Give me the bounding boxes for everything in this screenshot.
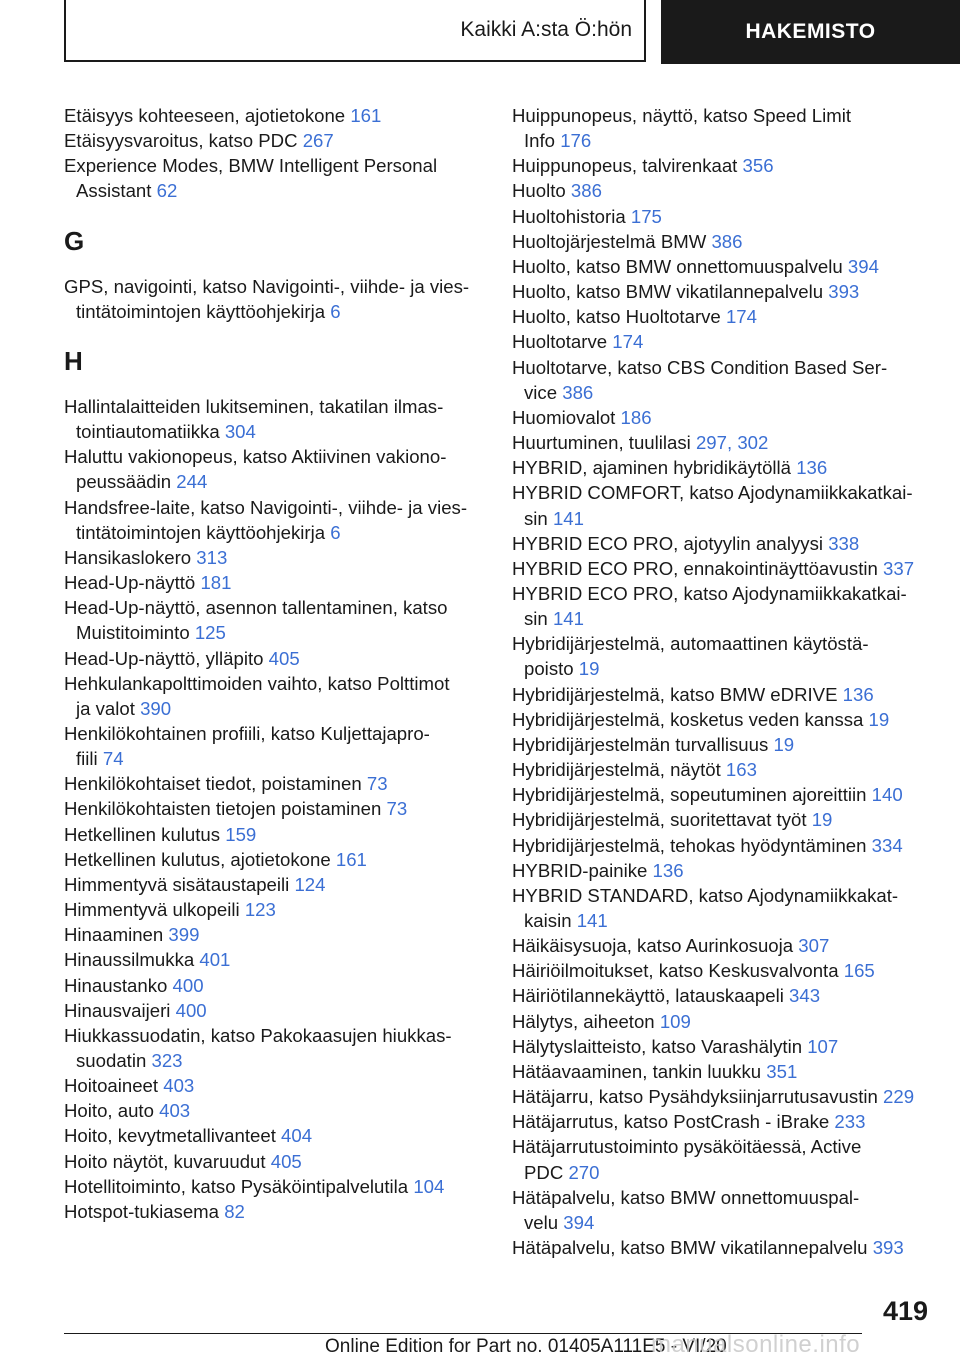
section-letter: H	[64, 345, 83, 376]
index-entry-term: Hätäjarrutustoiminto pysäköitäessä, Active	[512, 1136, 862, 1158]
page-reference-link[interactable]: 159	[225, 823, 257, 845]
index-entry	[64, 897, 484, 922]
index-entry-term: Head-Up-näyttö	[64, 572, 196, 594]
index-entry-term: Hätäjarrutus, katso PostCrash - iBrake	[512, 1111, 830, 1133]
index-entry-term: Huolto, katso BMW vikatilannepalvelu	[512, 281, 824, 303]
index-entry-term: Huoltohistoria	[512, 205, 626, 227]
page-reference-link[interactable]: 136	[842, 683, 874, 705]
index-entry-term: Hybridijärjestelmä, suoritettavat työt	[512, 809, 807, 831]
page-reference-link[interactable]: 141	[552, 608, 584, 630]
index-entry	[512, 1009, 932, 1034]
page-reference-link[interactable]: 163	[725, 759, 757, 781]
index-entry	[512, 707, 932, 732]
index-entry	[64, 872, 484, 897]
index-entry-term: vice	[524, 381, 558, 403]
page-reference-link[interactable]: 141	[576, 910, 608, 931]
index-entry	[64, 947, 484, 972]
index-entry	[512, 983, 932, 1008]
index-entry-term: Hätäjarru, katso Pysähdyksiinjarrutusavustin	[512, 1086, 878, 1108]
index-entry	[64, 545, 484, 570]
index-entry	[512, 1109, 932, 1134]
index-entry-term: PDC	[524, 1161, 564, 1183]
index-entry	[64, 671, 484, 721]
page-reference-link[interactable]: 161	[335, 848, 367, 870]
index-entry-term: Head-Up-näyttö, asennon tallentaminen, katso	[64, 597, 448, 619]
edition-text: Online Edition for Part no. 01405A111E5 - VI/20	[325, 1336, 727, 1357]
index-entry	[512, 531, 932, 556]
page-reference-link[interactable]: 400	[175, 999, 207, 1021]
page-reference-link[interactable]: 337	[883, 557, 915, 579]
page-reference-link[interactable]: 405	[270, 1150, 302, 1172]
index-entry	[512, 833, 932, 858]
index-entry-term: Hoitoaineet	[64, 1075, 159, 1097]
index-entry	[512, 455, 932, 480]
index-entry	[512, 858, 932, 883]
index-entry-term: Henkilökohtaisten tietojen poistaminen	[64, 798, 382, 820]
index-entry-term: Häikäisysuoja, katso Aurinkosuoja	[512, 935, 794, 957]
index-entry-term: Hallintalaitteiden lukitseminen, takatilan ilmas-	[64, 395, 444, 417]
page-reference-link[interactable]: 386	[562, 381, 594, 403]
page-reference-link[interactable]: 244	[176, 471, 208, 493]
index-entry-term: Hätäpalvelu, katso BMW vikatilannepalvelu	[512, 1237, 868, 1259]
index-entry-term: Haluttu vakionopeus, katso Aktiivinen vakiono-	[64, 446, 447, 468]
page-reference-link[interactable]: 73	[366, 773, 388, 795]
page-reference-link[interactable]: 297, 302	[695, 432, 769, 454]
tab-all-a-to-z[interactable]: Kaikki A:sta Ö:hön	[64, 0, 646, 62]
page-reference-link[interactable]: 404	[281, 1125, 313, 1147]
index-entry	[512, 204, 932, 229]
page-reference-link[interactable]: 19	[578, 658, 600, 680]
index-entry	[64, 1174, 484, 1199]
page-reference-link[interactable]: 74	[102, 748, 124, 770]
index-entry-term: Hoito näytöt, kuvaruudut	[64, 1150, 266, 1172]
page-reference-link[interactable]: 401	[199, 949, 231, 971]
page-reference-link[interactable]: 186	[620, 406, 652, 428]
page-reference-link[interactable]: 233	[834, 1111, 866, 1133]
index-entry	[64, 394, 484, 444]
index-entry-term: tointiautomatiikka	[76, 421, 220, 443]
watermark: manualsonline.info	[651, 1331, 861, 1358]
page-reference-link[interactable]: 229	[883, 1086, 915, 1108]
page-reference-link[interactable]: 386	[570, 180, 602, 202]
index-entry	[64, 1073, 484, 1098]
page-reference-link[interactable]: 62	[156, 180, 178, 202]
index-entry-term: Hybridijärjestelmän turvallisuus	[512, 733, 769, 755]
index-entry	[512, 1185, 932, 1235]
index-entry	[512, 631, 932, 681]
page-reference-link[interactable]: 176	[560, 130, 592, 152]
index-entry	[512, 1134, 932, 1184]
page-reference-link[interactable]: 405	[268, 647, 300, 669]
index-entry-term: Huolto, katso BMW onnettomuuspalvelu	[512, 255, 843, 277]
index-entry	[64, 128, 484, 153]
index-entry	[512, 329, 932, 354]
index-entry	[64, 1149, 484, 1174]
index-entry-term: Hybridijärjestelmä, katso BMW eDRIVE	[512, 683, 838, 705]
index-entry-term: Hybridijärjestelmä, sopeutuminen ajoreittiin	[512, 784, 867, 806]
page-reference-link[interactable]: 82	[224, 1200, 245, 1222]
index-entry	[512, 883, 932, 933]
page-reference-link[interactable]: 403	[159, 1100, 191, 1122]
page-reference-link[interactable]: 399	[168, 924, 200, 946]
index-entry-term: Himmentyvä sisätaustapeili	[64, 873, 290, 895]
index-entry	[512, 153, 932, 178]
page-reference-link[interactable]: 304	[224, 421, 256, 443]
page-number: 419	[882, 1296, 928, 1326]
page-reference-link[interactable]: 323	[151, 1050, 183, 1071]
index-entry-term: GPS, navigointi, katso Navigointi-, viihde- ja vies-	[64, 275, 470, 297]
index-entry	[64, 796, 484, 821]
index-entry	[512, 254, 932, 279]
index-entry-term: Hetkellinen kulutus	[64, 823, 221, 845]
index-entry	[512, 581, 932, 631]
page-reference-link[interactable]: 356	[742, 155, 774, 177]
top-tab-bar	[64, 0, 960, 66]
index-entry-term: ja valot	[76, 697, 135, 719]
index-entry-term: Assistant	[76, 180, 152, 202]
index-entry-term: Hotellitoiminto, katso Pysäköintipalvelutila	[64, 1175, 409, 1197]
index-entry-term: Hälytyslaitteisto, katso Varashälytin	[512, 1035, 803, 1057]
index-entry-term: Huomiovalot	[512, 406, 616, 428]
index-entry-term: Hansikaslokero	[64, 546, 192, 568]
index-entry	[64, 1123, 484, 1148]
index-entry-term: Hätäavaaminen, tankin luukku	[512, 1060, 762, 1082]
page-reference-link[interactable]: 175	[630, 205, 662, 227]
index-entry-term: Huolto, katso Huoltotarve	[512, 306, 721, 328]
index-entry	[64, 771, 484, 796]
index-entry-term: Häiriöilmoitukset, katso Keskusvalvonta	[512, 960, 839, 982]
index-entry-term: Huolto	[512, 180, 566, 202]
page-reference-link[interactable]: 141	[552, 507, 584, 529]
index-entry-term: HYBRID ECO PRO, ennakointinäyttöavustin	[512, 557, 878, 579]
index-entry	[512, 807, 932, 832]
index-entry-term: Hybridijärjestelmä, näytöt	[512, 759, 721, 781]
index-entry-term: Etäisyysvaroitus, katso PDC	[64, 130, 298, 152]
index-entry	[64, 274, 484, 324]
index-entry-term: Head-Up-näyttö, ylläpito	[64, 647, 264, 669]
page-reference-link[interactable]: 386	[711, 230, 743, 252]
index-entry-term: sin	[524, 608, 548, 630]
index-entry	[512, 682, 932, 707]
page-reference-link[interactable]: 73	[386, 798, 408, 820]
index-entry	[512, 279, 932, 304]
index-entry-term: Hybridijärjestelmä, tehokas hyödyntäminen	[512, 834, 867, 856]
index-entry-term: HYBRID, ajaminen hybridikäytöllä	[512, 457, 792, 479]
index-entry-term: Häiriötilannekäyttö, latauskaapeli	[512, 985, 784, 1007]
page-reference-link[interactable]: 394	[563, 1211, 595, 1233]
index-entry	[64, 570, 484, 595]
page-reference-link[interactable]: 107	[807, 1035, 839, 1057]
index-entry	[512, 304, 932, 329]
page-reference-link[interactable]: 19	[773, 733, 795, 755]
page-reference-link[interactable]: 125	[194, 622, 226, 644]
page-reference-link[interactable]: 109	[659, 1010, 691, 1032]
index-entry-term: Handsfree-laite, katso Navigointi-, viihde- ja vies-	[64, 496, 468, 518]
index-entry	[512, 178, 932, 203]
page-reference-link[interactable]: 334	[871, 834, 903, 856]
index-entry-term: sin	[524, 507, 548, 529]
page-reference-link[interactable]: 393	[872, 1237, 904, 1259]
index-entry-term: Hinaaminen	[64, 924, 164, 946]
index-entry	[512, 405, 932, 430]
page-reference-link[interactable]: 174	[725, 306, 757, 328]
index-entry-term: Huoltotarve	[512, 331, 608, 353]
index-entry	[512, 430, 932, 455]
page-reference-link[interactable]: 394	[847, 255, 879, 277]
index-entry-term: Muistitoiminto	[76, 622, 190, 644]
index-entry-term: Huoltotarve, katso CBS Condition Based Ser-	[512, 356, 888, 378]
index-entry	[64, 721, 484, 771]
page-reference-link[interactable]: 140	[871, 784, 903, 806]
index-entry-term: HYBRID COMFORT, katso Ajodynamiikkakatkai-	[512, 482, 913, 504]
index-entry	[512, 355, 932, 405]
page-reference-link[interactable]: 400	[172, 974, 204, 996]
page-reference-link[interactable]: 351	[766, 1060, 798, 1082]
page-reference-link[interactable]: 6	[330, 300, 341, 322]
index-entry-term: tintätoimintojen käyttöohjekirja	[76, 521, 326, 543]
index-entry	[64, 847, 484, 872]
index-entry-term: Info	[524, 130, 556, 152]
page-reference-link[interactable]: 19	[811, 809, 833, 831]
index-entry-term: HYBRID ECO PRO, ajotyylin analyysi	[512, 532, 824, 554]
index-entry-term: Henkilökohtaiset tiedot, poistaminen	[64, 773, 362, 795]
index-entry-term: Huippunopeus, näyttö, katso Speed Limit	[512, 105, 852, 126]
page-reference-link[interactable]: 6	[330, 521, 341, 543]
page-reference-link[interactable]: 403	[163, 1075, 195, 1097]
index-entry	[64, 1023, 484, 1073]
index-entry-term: Hybridijärjestelmä, automaattinen käytöstä-	[512, 633, 869, 655]
index-column-right	[512, 103, 932, 1260]
index-entry-term: Experience Modes, BMW Intelligent Personal	[64, 155, 438, 177]
index-column-left	[64, 103, 484, 1224]
index-entry	[512, 757, 932, 782]
page-reference-link[interactable]: 307	[798, 935, 830, 957]
index-entry	[512, 782, 932, 807]
index-entry-term: suodatin	[76, 1050, 147, 1071]
page-reference-link[interactable]: 174	[612, 331, 644, 353]
index-entry-term: HYBRID STANDARD, katso Ajodynamiikkakat-	[512, 884, 899, 906]
index-entry	[64, 153, 484, 203]
tab-index[interactable]: HAKEMISTO	[661, 0, 960, 64]
page-reference-link[interactable]: 313	[196, 546, 228, 568]
index-entry-term: velu	[524, 1211, 559, 1233]
page-reference-link[interactable]: 267	[302, 130, 334, 152]
index-entry-term: Hätäpalvelu, katso BMW onnettomuuspal-	[512, 1186, 860, 1208]
index-entry	[64, 822, 484, 847]
index-entry-term: HYBRID-painike	[512, 859, 648, 881]
index-entry-term: Hybridijärjestelmä, kosketus veden kanssa	[512, 708, 864, 730]
index-entry	[512, 229, 932, 254]
index-entry-term: Hetkellinen kulutus, ajotietokone	[64, 848, 331, 870]
index-entry	[64, 1199, 484, 1224]
index-entry-term: Hehkulankapolttimoiden vaihto, katso Polttimot	[64, 672, 450, 694]
index-entry	[64, 646, 484, 671]
page-reference-link[interactable]: 338	[828, 532, 860, 554]
index-entry-term: Hälytys, aiheeton	[512, 1010, 655, 1032]
index-entry-term: Hiukkassuodatin, katso Pakokaasujen hiukkas-	[64, 1024, 452, 1046]
index-entry	[64, 922, 484, 947]
index-entry	[64, 103, 484, 128]
index-entry-term: Hinaustanko	[64, 974, 168, 996]
page-reference-link[interactable]: 165	[843, 960, 875, 982]
index-entry	[512, 556, 932, 581]
index-entry	[512, 1084, 932, 1109]
index-entry-term: Hotspot-tukiasema	[64, 1200, 220, 1222]
index-entry-term: Hoito, auto	[64, 1100, 154, 1122]
page-reference-link[interactable]: 124	[294, 873, 326, 895]
index-entry	[512, 1059, 932, 1084]
index-entry	[64, 495, 484, 545]
index-entry	[512, 480, 932, 530]
index-entry-term: Huippunopeus, talvirenkaat	[512, 155, 738, 177]
page-reference-link[interactable]: 104	[413, 1175, 445, 1197]
index-entry-term: Huurtuminen, tuulilasi	[512, 432, 691, 454]
page-reference-link[interactable]: 393	[828, 281, 860, 303]
index-entry-term: kaisin	[524, 910, 572, 931]
page-reference-link[interactable]: 161	[350, 105, 382, 126]
page-reference-link[interactable]: 19	[868, 708, 890, 730]
index-entry-term: Henkilökohtainen profiili, katso Kuljettajapro-	[64, 722, 430, 744]
index-entry-term: HYBRID ECO PRO, katso Ajodynamiikkakatkai-	[512, 582, 907, 604]
page-reference-link[interactable]: 136	[652, 859, 684, 881]
page-reference-link[interactable]: 181	[200, 572, 232, 594]
index-entry	[512, 1235, 932, 1260]
index-entry-term: Hinaussilmukka	[64, 949, 195, 971]
index-entry-term: poisto	[524, 658, 574, 680]
index-entry	[64, 1098, 484, 1123]
index-entry	[512, 958, 932, 983]
page-reference-link[interactable]: 270	[568, 1161, 600, 1183]
index-entry	[64, 973, 484, 998]
index-entry	[512, 1034, 932, 1059]
index-entry	[512, 732, 932, 757]
index-entry-term: Himmentyvä ulkopeili	[64, 899, 240, 921]
index-entry-term: fiili	[76, 748, 98, 770]
index-entry-term: tintätoimintojen käyttöohjekirja	[76, 300, 326, 322]
page-reference-link[interactable]: 136	[796, 457, 828, 479]
page-reference-link[interactable]: 343	[789, 985, 821, 1007]
index-entry-term: peussäädin	[76, 471, 172, 493]
page-reference-link[interactable]: 390	[140, 697, 172, 719]
section-letter: G	[64, 225, 85, 256]
page-reference-link[interactable]: 123	[244, 899, 276, 921]
index-entry	[64, 998, 484, 1023]
index-entry-term: Hinausvaijeri	[64, 999, 171, 1021]
index-entry	[512, 933, 932, 958]
index-entry-term: Etäisyys kohteeseen, ajotietokone	[64, 105, 346, 126]
index-entry	[512, 103, 932, 153]
index-entry	[64, 444, 484, 494]
index-entry	[64, 595, 484, 645]
index-entry-term: Huoltojärjestelmä BMW	[512, 230, 707, 252]
index-entry-term: Hoito, kevytmetallivanteet	[64, 1125, 276, 1147]
